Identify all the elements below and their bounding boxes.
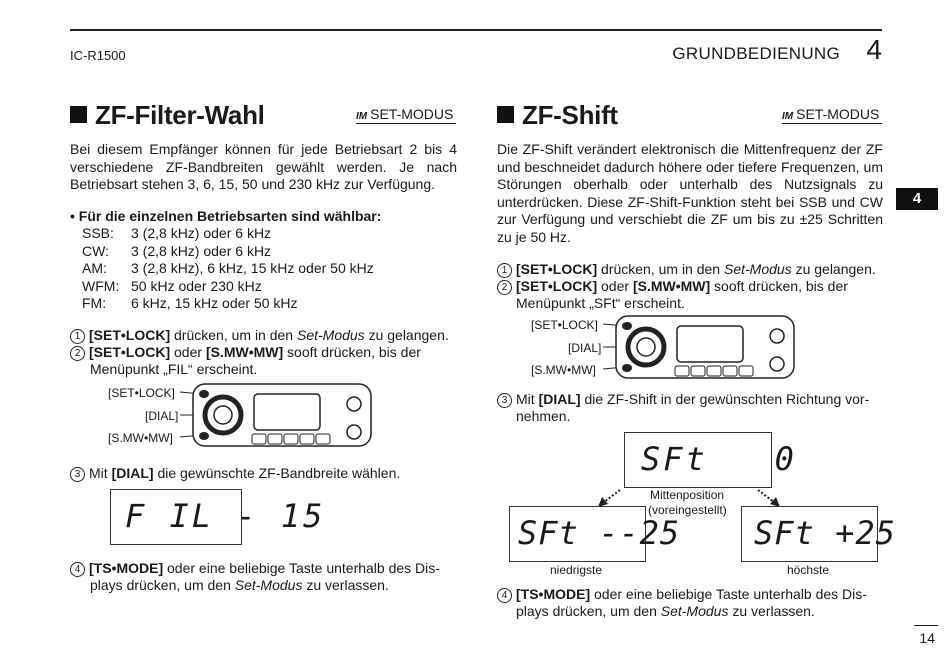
right-step-2: 2 [SET•LOCK] oder [S.MW•MW] sooft drücken, bis der <box>497 278 883 296</box>
right-section-title: ZF-Shift <box>497 100 618 131</box>
label-smw-mw: [S.MW•MW] <box>108 431 173 445</box>
right-step-3-cont: nehmen. <box>516 408 571 424</box>
page-number-rule <box>914 625 938 626</box>
chapter-number: 4 <box>866 34 882 65</box>
left-section-title: ZF-Filter-Wahl <box>70 100 265 131</box>
right-intro: Die ZF-Shift verändert elektronisch die Mittenfrequenz der ZF und beschneidet dadurch höhere oder tiefere Frequenzen, um Störungen oberhalb oder unterhalb des Nutzsignals zu unterdrücken. Diese ZF-Shift-Funktion steht bei SSB und CW zur Verfügung und verschiebt die ZF um bis zu ±25 Schritten zu je 50 Hz. <box>497 141 883 245</box>
right-caption: höchste <box>787 563 830 577</box>
label-smw-mw: [S.MW•MW] <box>531 363 596 377</box>
label-dial: [DIAL] <box>568 341 602 355</box>
model-name: IC-R1500 <box>70 48 126 63</box>
right-mode-badge: IM SET-MODUS <box>782 106 882 124</box>
left-step-3: 3 Mit [DIAL] die gewünschte ZF-Bandbreite wählen. <box>70 465 400 483</box>
chapter-tab: 4 <box>896 188 938 210</box>
lcd-sft-max: SFt +25 <box>741 506 878 562</box>
left-step-2-cont: Menüpunkt „FIL“ erscheint. <box>90 361 258 377</box>
lcd-fil: F IL - 15 <box>110 489 242 545</box>
right-step-4: 4 [TS•MODE] oder eine beliebige Taste unterhalb des Dis- <box>497 586 883 604</box>
mode-row: CW: 3 (2,8 kHz) oder 6 kHz <box>82 242 272 259</box>
left-intro: Bei diesem Empfänger können für jede Betriebsart 2 bis 4 verschiedene ZF-Bandbreiten gewählt werden. Je nach Betriebsart stehen 3, 6, 15, 50 und 230 kHz zur Verfügung. <box>70 141 457 193</box>
label-dial: [DIAL] <box>145 409 179 423</box>
left-step-2: 2 [SET•LOCK] oder [S.MW•MW] sooft drücken, bis der <box>70 344 457 362</box>
left-step-4: 4 [TS•MODE] oder eine beliebige Taste unterhalb des Dis- <box>70 560 457 578</box>
arrow-right-icon <box>758 490 780 507</box>
section-square-icon <box>70 106 87 123</box>
chapter-title: GRUNDBEDIENUNG <box>672 44 840 63</box>
mode-table <box>82 225 374 313</box>
mode-row: FM: 6 kHz, 15 kHz oder 50 kHz <box>82 295 298 312</box>
section-square-icon <box>497 106 514 123</box>
right-step-3: 3 Mit [DIAL] die ZF-Shift in der gewünschten Richtung vor- <box>497 391 883 409</box>
left-list-title: • Für die einzelnen Betriebsarten sind wählbar: <box>70 208 382 224</box>
mode-row: SSB: 3 (2,8 kHz) oder 6 kHz <box>82 225 272 241</box>
mode-row: AM: 3 (2,8 kHz), 6 kHz, 15 kHz oder 50 kHz <box>82 260 374 277</box>
left-step-1: 1 [SET•LOCK] drücken, um in den Set-Modus zu gelangen. <box>70 327 449 345</box>
right-step-2-cont: Menüpunkt „SFt“ erscheint. <box>516 295 685 311</box>
center-caption-1: Mittenposition <box>650 488 725 502</box>
arrow-left-icon <box>598 490 620 507</box>
left-caption: niedrigste <box>550 563 603 577</box>
radio-front-panel <box>180 380 375 450</box>
label-set-lock: [SET•LOCK] <box>531 318 598 332</box>
lcd-sft-center: SFt 0 <box>624 432 772 488</box>
left-mode-badge: IM SET-MODUS <box>356 106 456 124</box>
header-rule <box>70 29 882 31</box>
right-step-4-cont: plays drücken, um den Set-Modus zu verlassen. <box>516 603 815 619</box>
right-step-1: 1 [SET•LOCK] drücken, um in den Set-Modus zu gelangen. <box>497 261 876 279</box>
page-number: 14 <box>919 630 935 646</box>
lcd-sft-min: SFt --25 <box>509 506 646 562</box>
radio-front-panel <box>603 312 798 382</box>
mode-row: WFM: 50 kHz oder 230 kHz <box>82 277 262 294</box>
left-step-4-cont: plays drücken, um den Set-Modus zu verlassen. <box>90 577 389 593</box>
center-caption-2: (voreingestellt) <box>648 503 727 517</box>
label-set-lock: [SET•LOCK] <box>108 386 175 400</box>
